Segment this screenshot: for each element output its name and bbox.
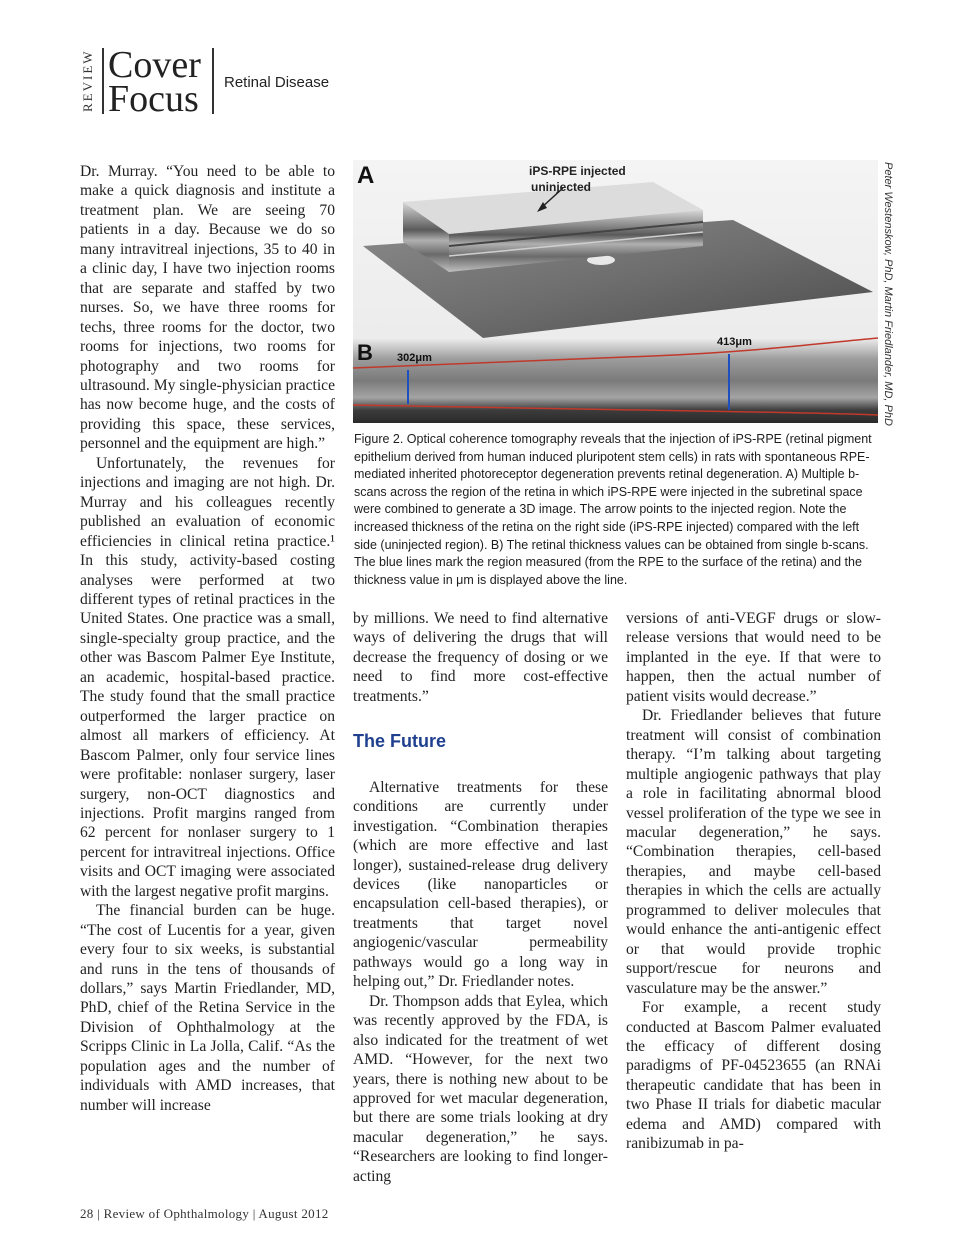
paragraph: The financial burden can be huge. “The cost of Lucentis for a year, given every four to six weeks, is substantial and runs in the tens of thousands of dollars,” says Martin Friedlander, MD, PhD, chief of the Retina Service in the Division of Ophthalmology at the Scripps Clinic in La Jolla, Calif. “As the population ages and the number of individuals with AMD increases, that number will increase xyxy=(80,902,335,1114)
oct-figure xyxy=(353,160,878,423)
header-divider-left xyxy=(102,48,104,114)
paragraph: For example, a recent study conducted at Bascom Palmer evaluated the efficacy of different dosing paradigms of PF-04523655 (an RNAi therapeutic candidate that has been in two Phase II trials for diabetic macular edema and AMD) compared with ranibizumab in pa- xyxy=(626,999,881,1153)
oct-figure-image xyxy=(353,160,878,423)
page-footer: 28 | Review of Ophthalmology | August 2012 xyxy=(80,1206,329,1221)
section-label: Retinal Disease xyxy=(224,74,330,91)
paragraph: by millions. We need to find alternative ways of delivering the drugs that will decrease the frequency of dosing or we need to find more cost-effective treatments.” xyxy=(353,610,608,705)
label-injected: iPS-RPE injected xyxy=(529,164,626,178)
cover-word: Cover xyxy=(108,44,201,86)
paragraph: Dr. Murray. “You need to be able to make a quick diagnosis and institute a treatment plan. We are seeing 70 patients in a day. Because we do so many intravitreal injections, 35 to 40 in a clinic day, I have two injection rooms that are separate and staffed by two nurses. So, we have three rooms for techs, three rooms for the doctor, two rooms for injections, two rooms for photography and two rooms for ultrasound. My single-physician practice has now become huge, and the costs of providing this space, these services, personnel and the equipment are high.” xyxy=(80,163,335,453)
photo-credit: Peter Westenskow, PhD, Martin Friedlander, MD, PhD xyxy=(882,162,894,426)
section-heading: The Future xyxy=(353,731,446,752)
thickness-label-right: 413μm xyxy=(717,336,752,348)
paragraph: Unfortunately, the revenues for injections and imaging are not high. Dr. Murray and his colleagues recently published an evaluation of economic efficiencies in clinical retina practice.¹ In this study, activity-based costing analyses were performed at two different types of retinal practices in the United States. One practice was a small, single-specialty group practice, and the other was Bascom Palmer Eye Institute, an academic, hospital-based practice. The study found that the small practice outperformed the larger practice on almost all markers of efficiency. At Bascom Palmer, only four service lines were profitable: nonlaser surgery, laser surgery, non-OCT diagnostics and injections. Profit margins ranged from 62 percent for nonlaser surgery to 1 percent for intravitreal injections. Office visits and OCT imaging were associated with the largest negative profit margins. xyxy=(80,454,335,900)
article-column-2 xyxy=(353,609,608,1186)
paragraph: Alternative treatments for these conditions are currently under investigation. “Combination therapies (which are more effective and last longer), sustained-release drug delivery devices (like nanoparticles or encapsulation cell-based therapies), or treatments that target novel angiogenic/vascular permeability pathways would go a long way in helping out,” Dr. Friedlander notes. xyxy=(353,778,608,991)
article-column-3 xyxy=(626,609,881,1154)
paragraph: Dr. Thompson adds that Eylea, which was recently approved by the FDA, is also indicated for the treatment of wet AMD. “However, for the next two years, there is nothing new about to be approved for wet macular degeneration, but there are some trials looking at dry macular degeneration,” he says. “Researchers are looking to find longer-acting xyxy=(353,992,608,1185)
label-uninjected: uninjected xyxy=(531,180,592,194)
panel-b-label: B xyxy=(357,340,373,365)
figure-caption: Figure 2. Optical coherence tomography reveals that the injection of iPS-RPE (retinal pigment epithelium derived from human induced pluripotent stem cells) in rats with spontaneous RPE-mediated inherited photoreceptor degeneration prevents retinal degeneration. A) Multiple b-scans across the region of the retina in which iPS-RPE were injected in the subretinal space were combined to generate a 3D image. The arrow points to the injected region. Note the increased thickness of the retina on the right side (iPS-RPE injected) compared with the left side (uninjected region). B) The retinal thickness values can be obtained from single b-scans. The blue lines mark the region measured (from the RPE to the surface of the retina) and the thickness value in μm is displayed above the line. xyxy=(354,432,872,587)
paragraph: versions of anti-VEGF drugs or slow-release versions that would need to be implanted in the eye. If that were to happen, then the actual number of patient visits would decrease.” xyxy=(626,610,881,705)
paragraph: Dr. Friedlander believes that future treatment will consist of combination therapy. “I’m talking about targeting multiple angiogenic pathways that play a role in facilitating abnormal blood vessel proliferation of the type we see in macular degeneration,” he says. “Combination therapies, cell-based therapies, and maybe cell-based therapies in which the cells are actually programmed to deliver molecules that would enhance the anti-antigenic effect or that would provide trophic support/rescue for neurons and vasculature may be the answer.” xyxy=(626,707,881,997)
article-column-1 xyxy=(80,162,335,1115)
header-divider-right xyxy=(212,48,214,114)
panel-a-label: A xyxy=(357,162,375,189)
thickness-label-left: 302μm xyxy=(397,352,432,364)
focus-word: Focus xyxy=(108,78,199,120)
review-vertical-label: REVIEW xyxy=(80,49,95,113)
